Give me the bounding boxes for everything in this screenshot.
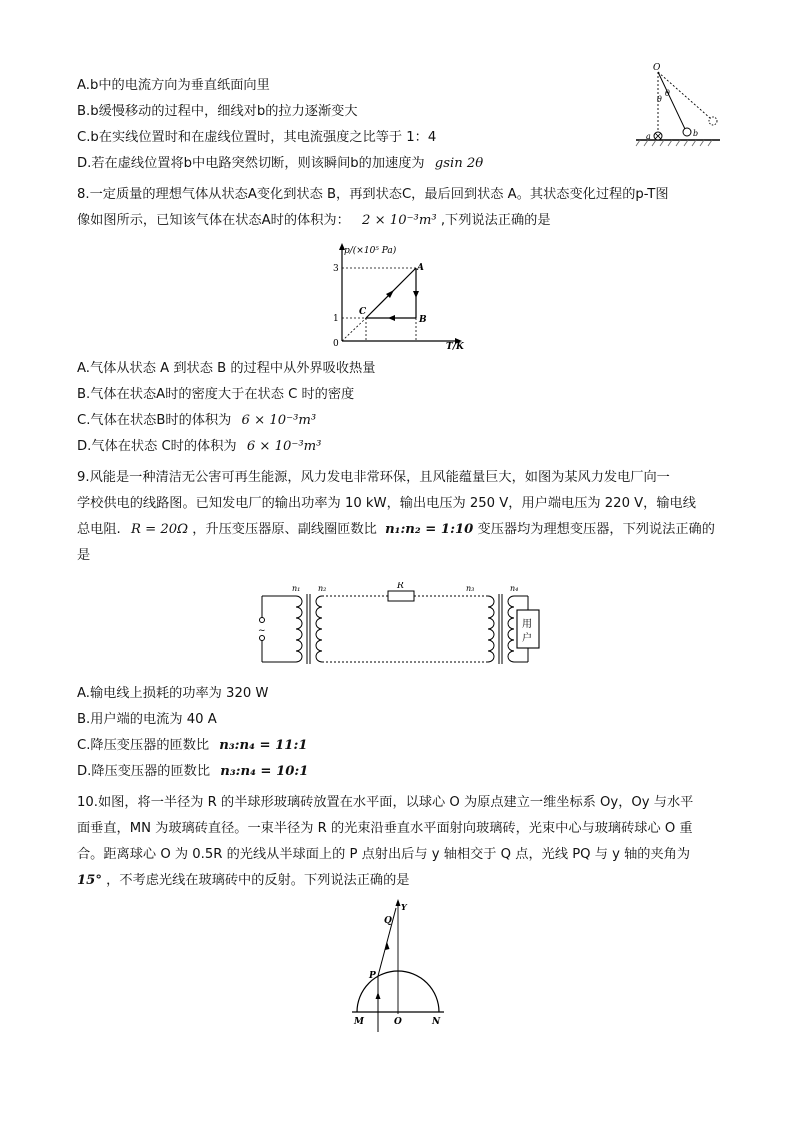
q9-stem-line1: 9.风能是一种清洁无公害可再生能源，风力发电非常环保，且风能蕴量巨大，如图为某风力发电厂向一	[77, 470, 670, 485]
fig10-label-y: Y	[401, 902, 407, 912]
fig10-label-m: M	[354, 1017, 364, 1027]
fig10-label-n: N	[432, 1017, 441, 1027]
fig8-ylabel: p/(×10⁵ Pa)	[344, 246, 397, 256]
q10-stem-line2: 面垂直，MN 为玻璃砖直径。一束半径为 R 的光束沿垂直水平面射向玻璃砖，光束中心与玻璃砖球心 O 重	[77, 821, 693, 836]
fig7-label-b: b	[693, 129, 699, 138]
q9-option-d-text: D.降压变压器的匝数比	[77, 764, 211, 779]
fig10-label-o: O	[394, 1017, 402, 1027]
q7-option-d	[77, 156, 483, 172]
fig7-label-a: a	[646, 132, 651, 141]
q8-option-a: A.气体从状态 A 到状态 B 的过程中从外界吸收热量	[77, 361, 376, 376]
q8-stem-line1: 8.一定质量的理想气体从状态A变化到状态 B，再到状态C，最后回到状态 A。其状态变化过程的p-T图	[77, 187, 669, 202]
q8-option-d-text: D.气体在状态 C时的体积为	[77, 439, 237, 454]
q10-stem-line1: 10.如图，将一半径为 R 的半球形玻璃砖放置在水平面，以球心 O 为原点建立一维坐标系 Oy，Oy 与水平	[77, 795, 694, 810]
q9-option-c-text: C.降压变压器的匝数比	[77, 738, 210, 753]
q8-state-a-volume: 2 × 10⁻³m³	[361, 213, 437, 228]
q9-resistance: R = 20Ω	[130, 522, 189, 537]
q10-angle: 15°	[77, 873, 102, 888]
q8-stem-line2-tail: ,下列说法正确的是	[440, 213, 551, 228]
q9-option-d-math: n₃:n₄ = 10:1	[220, 764, 309, 779]
q9-stem-line3	[77, 522, 715, 538]
fig9-label-n2: n₂	[318, 584, 327, 593]
q8-option-c-math: 6 × 10⁻³m³	[241, 413, 317, 428]
figure-q7-pendulum	[628, 60, 728, 150]
fig8-xlabel: T/K	[446, 342, 464, 350]
fig9-user-label-2: 户	[522, 633, 532, 644]
q8-stem-line2	[77, 213, 551, 229]
q7-option-d-math: gsin 2θ	[434, 156, 484, 171]
figure-q10-hemisphere	[340, 896, 460, 1034]
q9-stem-line3-a: 总电阻.	[77, 522, 121, 537]
fig9-label-n1: n₁	[292, 584, 301, 593]
fig9-user-label-1: 用	[522, 619, 532, 630]
fig9-label-r: R	[397, 582, 404, 591]
figure-q8-pt-graph	[322, 238, 472, 350]
fig8-origin: 0	[333, 339, 339, 349]
q9-turns-ratio: n₁:n₂ = 1:10	[385, 522, 474, 537]
q9-option-d	[77, 764, 308, 780]
q8-stem-line2-text: 像如图所示，已知该气体在状态A时的体积为：	[77, 213, 350, 228]
fig8-point-c: C	[359, 307, 367, 317]
q9-stem-line4: 是	[77, 548, 91, 563]
q7-option-b: B.b缓慢移动的过程中，细线对b的拉力逐渐变大	[77, 104, 358, 119]
q9-stem-line3-b: ，升压变压器原、副线圈匝数比	[192, 522, 377, 537]
q9-option-a: A.输电线上损耗的功率为 320 W	[77, 686, 269, 701]
q8-option-d-math: 6 × 10⁻³m³	[246, 439, 322, 454]
q9-stem-line2: 学校供电的线路图。已知发电厂的输出功率为 10 kW，输出电压为 250 V，用户端电压为 220 V，输电线	[77, 496, 696, 511]
fig9-ac-source: ~	[258, 626, 266, 636]
q8-option-c	[77, 413, 316, 429]
q9-option-b: B.用户端的电流为 40 A	[77, 712, 217, 727]
q7-option-d-text: D.若在虚线位置将b中电路突然切断，则该瞬间b的加速度为	[77, 156, 425, 171]
fig8-point-a: A	[417, 263, 424, 273]
q7-option-a: A.b中的电流方向为垂直纸面向里	[77, 78, 270, 93]
q7-option-c: C.b在实线位置时和在虚线位置时，其电流强度之比等于 1：4	[77, 130, 437, 145]
fig7-label-o: O	[653, 63, 661, 73]
fig7-label-theta1: θ	[657, 95, 662, 104]
fig8-ytick-1: 1	[333, 314, 339, 324]
fig8-ytick-3: 3	[333, 264, 339, 274]
q9-option-c	[77, 738, 308, 754]
fig7-label-theta2: θ	[665, 89, 670, 98]
q9-stem-line3-c: 变压器均为理想变压器，下列说法正确的	[477, 522, 715, 537]
q8-option-d	[77, 439, 321, 455]
fig10-label-q: Q	[384, 916, 392, 926]
q8-option-c-text: C.气体在状态B时的体积为	[77, 413, 232, 428]
figure-q9-circuit	[252, 582, 548, 674]
q8-option-b: B.气体在状态A时的密度大于在状态 C 时的密度	[77, 387, 355, 402]
fig8-point-b: B	[419, 315, 427, 325]
q10-stem-line4-text: ，不考虑光线在玻璃砖中的反射。下列说法正确的是	[106, 873, 410, 888]
fig10-label-p: P	[369, 971, 376, 981]
q10-stem-line3: 合。距离球心 O 为 0.5R 的光线从半球面上的 P 点射出后与 y 轴相交于 Q 点，光线 PQ 与 y 轴的夹角为	[77, 847, 691, 862]
q9-option-c-math: n₃:n₄ = 11:1	[219, 738, 308, 753]
fig9-label-n3: n₃	[466, 584, 475, 593]
fig9-label-n4: n₄	[510, 584, 519, 593]
q10-stem-line4	[77, 873, 409, 889]
